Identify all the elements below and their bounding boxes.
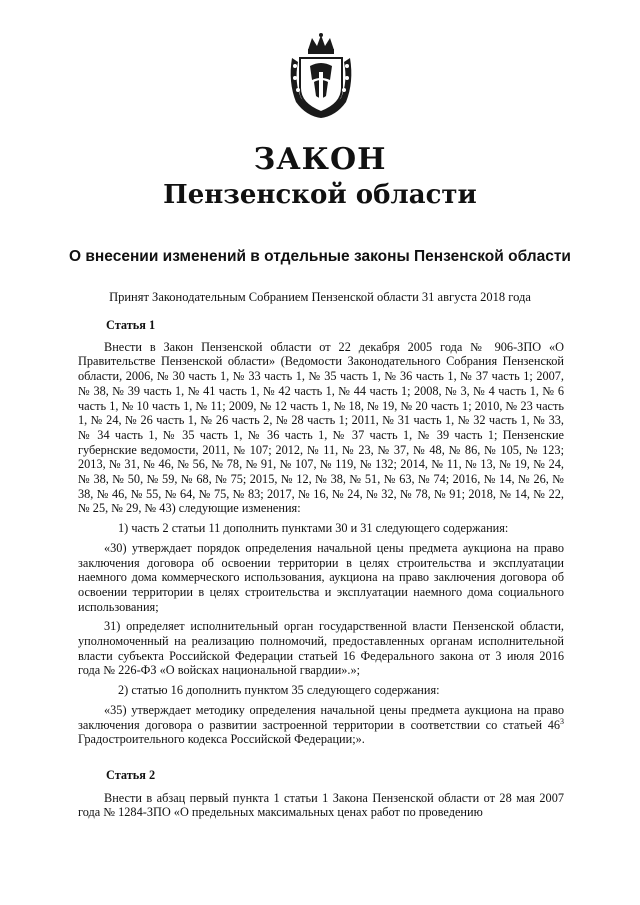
point-35-text-end: Градостроительного кодекса Российской Федерации;». xyxy=(78,732,365,747)
article-1-point-30: «30) утверждает порядок определения начальной цены предмета аукциона на право заключения договора об освоении территории в целях строительства и эксплуатации наемного дома коммерческого использования, аукциона на право заключения договора об освоении территории в целях строительства и эксплуатации наемного дома социального использования; xyxy=(78,540,564,614)
article-1 xyxy=(78,318,564,747)
point-35-text-start: «35) утверждает методику определения начальной цены предмета аукциона на право заключения договора о развитии застроенной территории в соответствии со статьей 46 xyxy=(78,702,564,732)
adoption-note: Принят Законодательным Собранием Пензенской области 31 августа 2018 года xyxy=(109,290,531,304)
article-1-point-35 xyxy=(78,703,564,747)
document-title: ЗАКОН xyxy=(253,142,387,177)
point-35-superscript: 3 xyxy=(560,716,564,726)
article-1-item-1: 1) часть 2 статьи 11 дополнить пунктами 30 и 31 следующего содержания: xyxy=(118,521,509,536)
article-1-point-31: 31) определяет исполнительный орган государственной власти Пензенской области, уполномоченный на реализацию полномочий, предоставленных органам исполнительной власти субъекта Российской Федерации статьей 16 Федерального закона от 3 июля 2016 года № 226-ФЗ «О войсках национальной гвардии».»; xyxy=(78,619,564,678)
article-2-text: Внести в абзац первый пункта 1 статьи 1 Закона Пензенской области от 28 мая 2007 года № 1284-ЗПО «О предельных максимальных ценах работ по проведению xyxy=(78,790,564,820)
article-1-item-2: 2) статью 16 дополнить пунктом 35 следующего содержания: xyxy=(118,683,440,698)
law-subject: О внесении изменений в отдельные законы Пензенской области xyxy=(69,248,571,265)
document-region: Пензенской области xyxy=(163,180,477,210)
article-2 xyxy=(78,768,564,820)
coat-of-arms-icon xyxy=(286,32,356,120)
article-1-heading: Статья 1 xyxy=(106,318,156,332)
article-1-intro: Внести в Закон Пензенской области от 22 декабря 2005 года № 906-ЗПО «О Правительстве Пензенской области» (Ведомости Законодательного Собрания Пензенской области, 2006, № 30 часть 1, № 33 часть 1, № 35 часть 1, № 36 часть 1, № 37 часть 1; 2007, № 38, № 39 часть 1, № 41 часть 1, № 42 часть 1, № 44 часть 1; 2008, № 3, № 4 часть 1, № 6 часть 1, № 10 часть 1, № 11; 2009, № 12 часть 1, № 18, № 19, № 20 часть 1; 2010, № 23 часть 1, № 24, № 26 часть 1, № 26 часть 2, № 28 часть 1; 2011, № 31 часть 1, № 32 часть 1, № 33, № 34 часть 1, № 35 часть 1, № 36 часть 1, № 37 часть 1, № 39 часть 1; Пензенские губернские ведомости, 2011, № 107; 2012, № 11, № 23, № 37, № 48, № 86, № 105, № 123; 2013, № 31, № 46, № 56, № 78, № 91, № 107, № 119, № 132; 2014, № 11, № 13, № 19, № 24, № 38, № 50, № 59, № 68, № 75; 2015, № 12, № 38, № 51, № 63, № 74; 2016, № 14, № 26, № 38, № 46, № 55, № 64, № 75, № 83; 2017, № 16, № 24, № 32, № 78, № 91; 2018, № 14, № 22, № 25, № 29, № 43) следующие изменения: xyxy=(78,339,564,516)
article-2-heading: Статья 2 xyxy=(106,768,156,782)
